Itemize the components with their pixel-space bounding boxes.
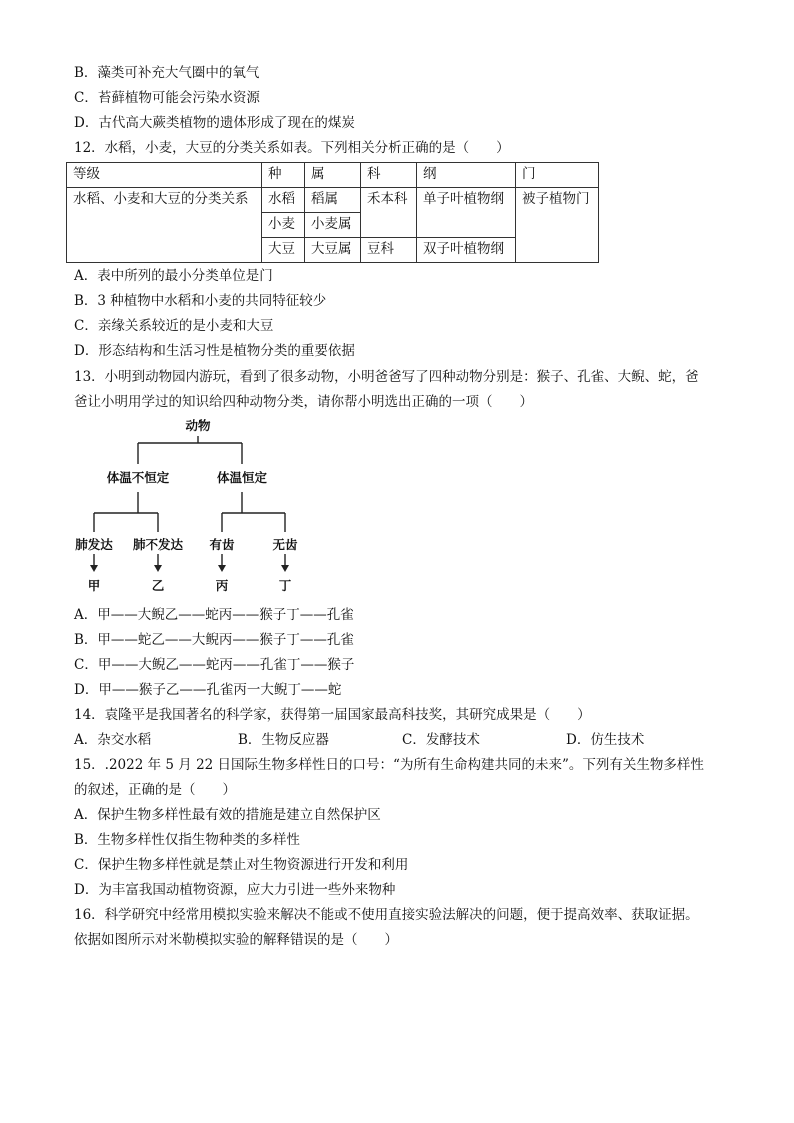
table-row — [67, 188, 599, 213]
table-cell: 被子植物门 — [516, 188, 599, 263]
table-header-row — [67, 163, 599, 188]
table-cell: 禾本科 — [361, 188, 417, 238]
tree-leaf-label: 肺不发达 — [132, 537, 184, 552]
q11-option-b: B．藻类可补充大气圈中的氧气 — [74, 65, 260, 81]
q15-stem-line-1: 15．.2022 年 5 月 22 日国际生物多样性日的口号：“为所有生命构建共同的未来”。下列有关生物多样性 — [74, 757, 704, 773]
tree-leaf-label: 无齿 — [272, 537, 298, 552]
tree-leaf-label: 肺发达 — [75, 537, 113, 552]
tree-branch-right-label: 体温恒定 — [216, 470, 268, 485]
tree-branch-left-label: 体温不恒定 — [106, 470, 170, 485]
q14-option-a: A．杂交水稻 — [74, 732, 152, 748]
q13-option-a: A．甲——大鲵乙——蛇丙——猴子丁——孔雀 — [74, 607, 354, 623]
tree-leaf-label: 有齿 — [209, 537, 235, 552]
q15-option-b: B．生物多样性仅指生物种类的多样性 — [74, 832, 300, 848]
table-row-label: 水稻、小麦和大豆的分类关系 — [67, 188, 262, 263]
q14-option-c: C．发酵技术 — [402, 732, 480, 748]
table-cell: 豆科 — [361, 238, 417, 263]
q12-option-c: C．亲缘关系较近的是小麦和大豆 — [74, 318, 274, 334]
q14-options — [74, 731, 754, 749]
table-header-cell: 等级 — [67, 163, 262, 188]
q16-stem-line-1: 16．科学研究中经常用模拟实验来解决不能或不使用直接实验法解决的问题，便于提高效率、获取证据。 — [74, 907, 699, 923]
q11-option-c: C．苔藓植物可能会污染水资源 — [74, 90, 260, 106]
q13-option-d: D．甲——猴子乙——孔雀丙一大鲵丁——蛇 — [74, 682, 342, 698]
table-cell: 水稻 — [262, 188, 305, 213]
q13-option-b: B．甲——蛇乙——大鲵丙——猴子丁——孔雀 — [74, 632, 354, 648]
classification-table — [66, 162, 599, 263]
table-cell: 小麦属 — [305, 213, 361, 238]
table-header-cell: 门 — [516, 163, 599, 188]
q12-option-a: A．表中所列的最小分类单位是门 — [74, 268, 273, 284]
q13-option-c: C．甲——大鲵乙——蛇丙——孔雀丁——猴子 — [74, 657, 355, 673]
q15-stem-line-2: 的叙述，正确的是（ ） — [74, 782, 236, 798]
table-cell: 大豆属 — [305, 238, 361, 263]
tree-result-label: 丙 — [215, 578, 229, 593]
tree-result-label: 丁 — [278, 578, 292, 593]
q13-stem-line-2: 爸让小明用学过的知识给四种动物分类，请你帮小明选出正确的一项（ ） — [74, 394, 533, 410]
tree-result-label: 乙 — [151, 578, 165, 593]
table-cell: 大豆 — [262, 238, 305, 263]
animal-classification-tree — [74, 416, 314, 596]
table-header-cell: 种 — [262, 163, 305, 188]
tree-result-label: 甲 — [87, 578, 101, 593]
q16-stem-line-2: 依据如图所示对米勒模拟实验的解释错误的是（ ） — [74, 932, 398, 948]
tree-root-label: 动物 — [185, 418, 211, 433]
table-cell: 单子叶植物纲 — [417, 188, 516, 238]
q15-option-c: C．保护生物多样性就是禁止对生物资源进行开发和利用 — [74, 857, 409, 873]
q11-option-d: D．古代高大蕨类植物的遗体形成了现在的煤炭 — [74, 115, 355, 131]
q14-stem: 14．袁隆平是我国著名的科学家，获得第一届国家最高科技奖，其研究成果是（ ） — [74, 707, 591, 723]
q15-option-d: D．为丰富我国动植物资源，应大力引进一些外来物种 — [74, 882, 396, 898]
table-header-cell: 科 — [361, 163, 417, 188]
q14-option-d: D．仿生技术 — [566, 732, 645, 748]
q13-stem-line-1: 13．小明到动物园内游玩，看到了很多动物，小明爸爸写了四种动物分别是：猴子、孔雀、大鲵、蛇，爸 — [74, 369, 699, 385]
q12-option-d: D．形态结构和生活习性是植物分类的重要依据 — [74, 343, 355, 359]
q12-stem: 12．水稻，小麦，大豆的分类关系如表。下列相关分析正确的是（ ） — [74, 140, 510, 156]
table-cell: 小麦 — [262, 213, 305, 238]
table-cell: 双子叶植物纲 — [417, 238, 516, 263]
table-cell: 稻属 — [305, 188, 361, 213]
q14-option-b: B．生物反应器 — [238, 732, 329, 748]
q12-option-b: B．3 种植物中水稻和小麦的共同特征较少 — [74, 293, 327, 309]
q15-option-a: A．保护生物多样性最有效的措施是建立自然保护区 — [74, 807, 381, 823]
table-header-cell: 纲 — [417, 163, 516, 188]
table-header-cell: 属 — [305, 163, 361, 188]
